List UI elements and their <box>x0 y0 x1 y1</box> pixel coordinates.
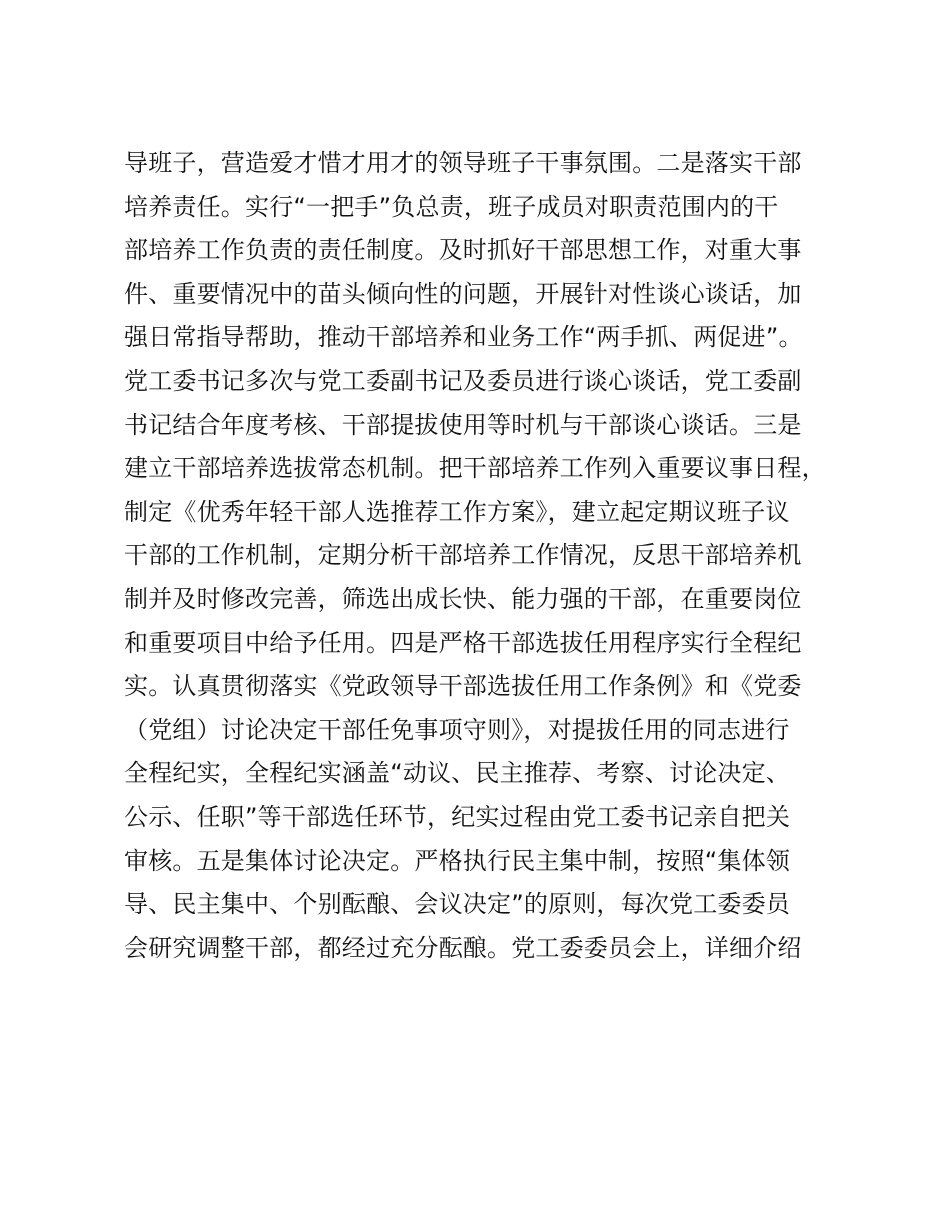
text-line: 党工委书记多次与党工委副书记及委员进行谈心谈话，党工委副 <box>124 366 802 395</box>
text-line: 强日常指导帮助，推动干部培养和业务工作“两手抓、两促进”。 <box>124 323 803 352</box>
text-line: 导、民主集中、个别酝酿、会议决定”的原则，每次党工委委员 <box>124 890 791 919</box>
text-line: 书记结合年度考核、干部提拔使用等时机与干部谈心谈话。三是 <box>124 410 802 439</box>
text-line: 培养责任。实行“一把手”负总责，班子成员对职责范围内的干 <box>124 192 779 221</box>
text-line: 公示、任职”等干部选任环节，纪实过程由党工委书记亲自把关 <box>124 802 791 831</box>
text-line: 建立干部培养选拔常态机制。把干部培养工作列入重要议事日程， <box>124 454 826 483</box>
text-line: 审核。五是集体讨论决定。严格执行民主集中制，按照“集体领 <box>124 846 791 875</box>
text-line: 和重要项目中给予任用。四是严格干部选拔任用程序实行全程纪 <box>124 628 802 657</box>
text-line: 导班子，营造爱才惜才用才的领导班子干事氛围。二是落实干部 <box>124 149 802 177</box>
text-line: 制定《优秀年轻干部人选推荐工作方案》，建立起定期议班子议 <box>124 497 790 526</box>
text-line: 全程纪实，全程纪实涵盖“动议、民主推荐、考察、讨论决定、 <box>124 759 791 788</box>
text-line: 部培养工作负责的责任制度。及时抓好干部思想工作，对重大事 <box>124 236 802 265</box>
body-paragraph <box>124 142 836 970</box>
text-line: 实。认真贯彻落实《党政领导干部选拔任用工作条例》和《党委 <box>124 672 802 701</box>
text-line: （党组）讨论决定干部任免事项守则》，对提拔任用的同志进行 <box>124 715 790 744</box>
text-line: 干部的工作机制，定期分析干部培养工作情况，反思干部培养机 <box>124 541 802 570</box>
text-line: 件、重要情况中的苗头倾向性的问题，开展针对性谈心谈话，加 <box>124 279 802 308</box>
text-line: 制并及时修改完善，筛选出成长快、能力强的干部，在重要岗位 <box>124 584 802 613</box>
text-line: 会研究调整干部，都经过充分酝酿。党工委委员会上，详细介绍 <box>124 933 802 962</box>
